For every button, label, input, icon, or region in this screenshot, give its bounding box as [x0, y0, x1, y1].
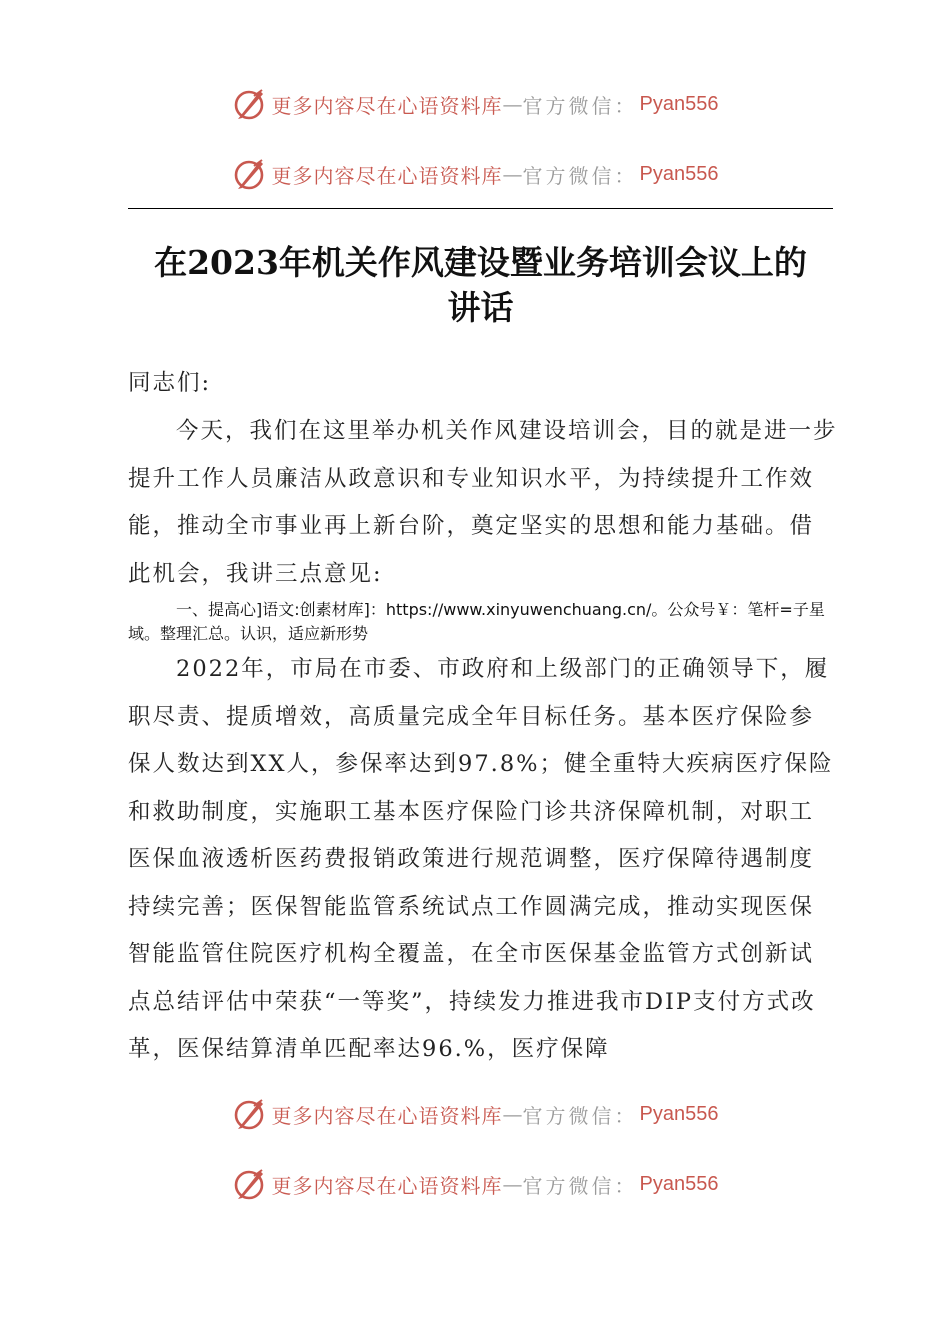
- title-line: 在2023年机关作风建设暨业务培训会议上的: [154, 243, 807, 282]
- watermark-text: 更多内容尽在心语资料库: [271, 93, 503, 118]
- watermark-banner: [0, 84, 950, 124]
- watermark-wechat-id: Pyan556: [639, 1172, 719, 1195]
- watermark-separator: —: [502, 1102, 523, 1126]
- watermark-banner: [0, 1164, 950, 1204]
- watermark-wechat-id: Pyan556: [639, 1102, 719, 1125]
- watermark-label: 官方微信：: [522, 1173, 638, 1198]
- watermark-separator: —: [502, 92, 523, 116]
- header-divider: [128, 208, 833, 209]
- watermark-banner: [0, 1094, 950, 1134]
- quill-pen-logo-icon: [232, 156, 268, 192]
- title-line: 讲话: [447, 288, 514, 327]
- watermark-text: 更多内容尽在心语资料库: [271, 163, 503, 188]
- quill-pen-logo-icon: [232, 1096, 268, 1132]
- watermark-banner: [0, 154, 950, 194]
- document-title: [128, 240, 833, 330]
- watermark-separator: —: [502, 1172, 523, 1196]
- body-paragraph: 2022年，市局在市委、市政府和上级部门的正确领导下，履职尽责、提质增效，高质量完成全年目标任务。基本医疗保险参保人数达到XX人，参保率达到97.8%；健全重特大疾病医疗保险和救助制度，实施职工基本医疗保险门诊共济保障机制，对职工医保血液透析医药费报销政策进行规范调整，医疗保障待遇制度持续完善；医保智能监管系统试点工作圆满完成，推动实现医保智能监管住院医疗机构全覆盖，在全市医保基金监管方式创新试点总结评估中荣获“一等奖”，持续发力推进我市DIP支付方式改革，医保结算清单匹配率达96.%，医疗保障: [128, 656, 834, 1062]
- watermark-text: 更多内容尽在心语资料库: [271, 1173, 503, 1198]
- watermark-label: 官方微信：: [522, 93, 638, 118]
- intro-paragraph: 今天，我们在这里举办机关作风建设培训会，目的就是进一步提升工作人员廉洁从政意识和专业知识水平，为持续提升工作效能，推动全市事业再上新台阶，奠定坚实的思想和能力基础。借此机会，我讲三点意见:: [128, 418, 838, 587]
- quill-pen-logo-icon: [232, 1166, 268, 1202]
- section-heading: 一、提高心]语文:创素材库]：https://www.xinyuwenchuang.cn/。公众号￥：笔杆=子星域。整理汇总。认识，适应新形势: [128, 600, 825, 643]
- watermark-wechat-id: Pyan556: [639, 92, 719, 115]
- watermark-separator: —: [502, 162, 523, 186]
- watermark-wechat-id: Pyan556: [639, 162, 719, 185]
- watermark-text: 更多内容尽在心语资料库: [271, 1103, 503, 1128]
- watermark-label: 官方微信：: [522, 1103, 638, 1128]
- watermark-label: 官方微信：: [522, 163, 638, 188]
- quill-pen-logo-icon: [232, 86, 268, 122]
- greeting: 同志们:: [128, 370, 212, 396]
